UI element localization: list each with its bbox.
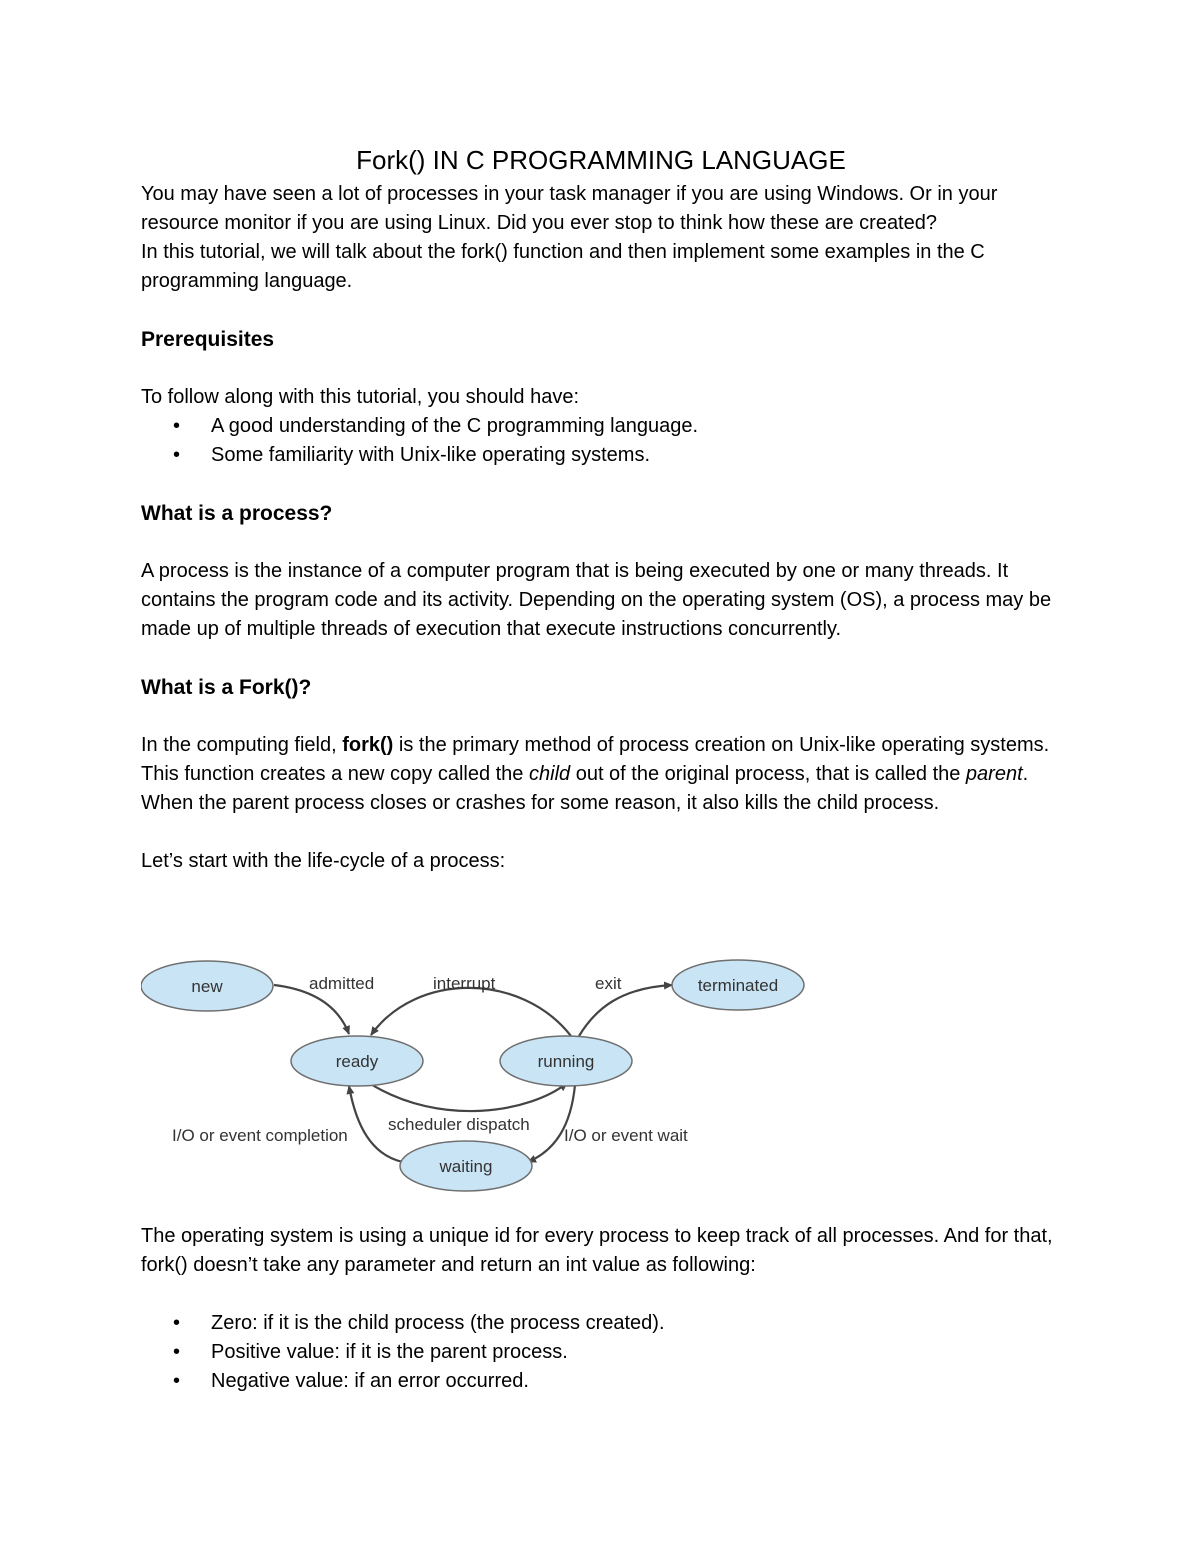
state-new-label: new	[191, 977, 223, 996]
document-page	[141, 140, 1061, 876]
state-terminated-label: terminated	[697, 976, 779, 995]
interrupt-arrow	[371, 988, 571, 1036]
list-item: • Negative value: if an error occurred.	[141, 1367, 1061, 1396]
io-wait-arrow	[528, 1085, 575, 1162]
state-running-label: running	[537, 1052, 595, 1071]
state-ready-label: ready	[335, 1052, 379, 1071]
exit-label: exit	[595, 974, 622, 993]
admitted-label: admitted	[309, 974, 375, 993]
scheduler-dispatch-arrow	[369, 1083, 567, 1111]
list-item: • Some familiarity with Unix-like operating systems.	[141, 441, 1061, 470]
interrupt-label: interrupt	[433, 974, 496, 993]
return-values-section	[141, 1222, 1061, 1396]
process-paragraph: A process is the instance of a computer program that is being executed by one or many threads. It contains the program code and its activity. Depending on the operating system (OS), a process may be made up of multiple threads of execution that execute instructions concurrently.	[141, 560, 1052, 640]
list-item: • Zero: if it is the child process (the process created).	[141, 1309, 1061, 1338]
list-item: • A good understanding of the C programming language.	[141, 412, 1061, 441]
process-lifecycle-diagram	[141, 950, 821, 1200]
process-heading: What is a process?	[141, 502, 333, 525]
child-term: child	[529, 763, 571, 785]
state-new	[141, 961, 273, 1011]
parent-term: parent	[965, 763, 1023, 785]
lifecycle-lead: Let’s start with the life-cycle of a process:	[141, 850, 506, 872]
state-waiting-label: waiting	[439, 1157, 493, 1176]
intro-paragraph-1: You may have seen a lot of processes in your task manager if you are using Windows. Or in your resource monitor if you are using Linux. Did you ever stop to think how these are created?	[141, 183, 998, 234]
fork-paragraph: In the computing field, fork() is the primary method of process creation on Unix-like operating systems. This function creates a new copy called the child out of the original process, that is called the parent. When the parent process closes or crashes for some reason, it also kills the child process.	[141, 734, 1050, 814]
io-wait-label: I/O or event wait	[564, 1126, 688, 1145]
scheduler-dispatch-label: scheduler dispatch	[388, 1115, 530, 1134]
state-running	[500, 1036, 632, 1086]
state-terminated	[672, 960, 804, 1010]
state-ready	[291, 1036, 423, 1086]
prerequisites-list	[141, 412, 1061, 470]
prerequisites-lead: To follow along with this tutorial, you should have:	[141, 386, 580, 408]
return-values-lead: The operating system is using a unique id for every process to keep track of all processes. And for that, fork() doesn’t take any parameter and return an int value as following:	[141, 1225, 1053, 1276]
prerequisites-heading: Prerequisites	[141, 328, 275, 351]
intro-paragraph-2: In this tutorial, we will talk about the fork() function and then implement some examples in the C programming language.	[141, 241, 985, 292]
io-completion-label: I/O or event completion	[172, 1126, 348, 1145]
page-title: Fork() IN C PROGRAMMING LANGUAGE	[356, 145, 846, 175]
state-waiting	[400, 1141, 532, 1191]
list-item: • Positive value: if it is the parent process.	[141, 1338, 1061, 1367]
fork-keyword: fork()	[342, 734, 394, 756]
return-values-list	[141, 1309, 1061, 1396]
fork-heading: What is a Fork()?	[141, 676, 312, 699]
exit-arrow	[579, 985, 672, 1036]
